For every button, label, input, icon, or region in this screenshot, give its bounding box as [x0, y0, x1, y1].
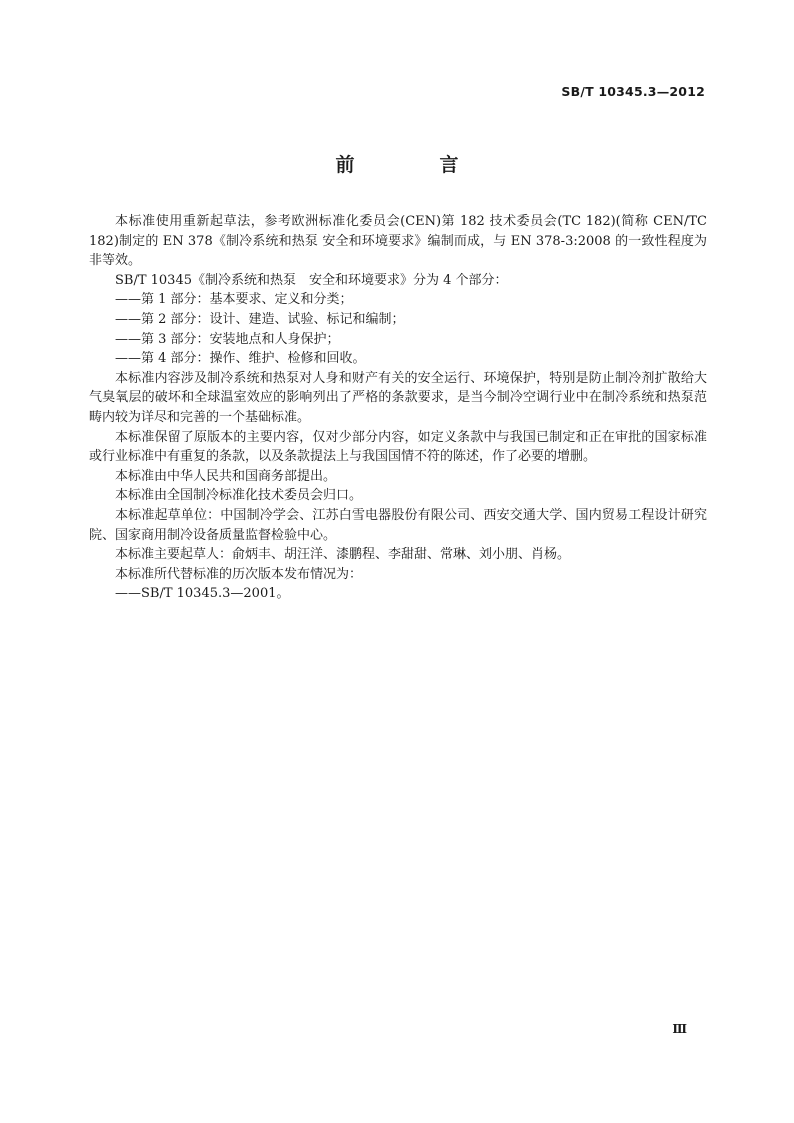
list-item: ——第 4 部分：操作、维护、检修和回收。: [115, 351, 366, 367]
paragraph: 本标准起草单位：中国制冷学会、江苏白雪电器股份有限公司、西安交通大学、国内贸易工程设计研究院、国家商用制冷设备质量监督检验中心。: [89, 507, 707, 543]
paragraph: 本标准主要起草人：俞炳丰、胡汪洋、漆鹏程、李甜甜、常琳、刘小朋、肖杨。: [115, 547, 571, 563]
paragraph: 本标准由全国制冷标准化技术委员会归口。: [115, 488, 363, 504]
standard-code: SB/T 10345.3—2012: [561, 84, 705, 99]
paragraph: 本标准使用重新起草法，参考欧洲标准化委员会(CEN)第 182 技术委员会(TC 182)(简称 CEN/TC 182)制定的 EN 378《制冷系统和热泵 安全和环境要求》编制而成，与 EN 378-3:2008 的一致性程度为非等效。: [89, 214, 707, 269]
paragraph: 本标准内容涉及制冷系统和热泵对人身和财产有关的安全运行、环境保护，特别是防止制冷剂扩散给大气臭氧层的破坏和全球温室效应的影响列出了严格的条款要求，是当今制冷空调行业中在制冷系统和热泵范畴内较为详尽和完善的一个基础标准。: [89, 370, 707, 425]
paragraph: 本标准所代替标准的历次版本发布情况为：: [115, 566, 363, 582]
paragraph: 本标准保留了原版本的主要内容，仅对少部分内容，如定义条款中与我国已制定和正在审批的国家标准或行业标准中有重复的条款，以及条款提法上与我国国情不符的陈述，作了必要的增删。: [89, 429, 707, 465]
list-item: ——SB/T 10345.3—2001。: [115, 586, 290, 602]
paragraph: 本标准由中华人民共和国商务部提出。: [115, 468, 337, 484]
list-item: ——第 3 部分：安装地点和人身保护；: [115, 331, 340, 347]
page-number: Ⅲ: [672, 1022, 687, 1036]
list-item: ——第 1 部分：基本要求、定义和分类；: [115, 292, 353, 308]
foreword-body: [89, 212, 707, 604]
paragraph: SB/T 10345《制冷系统和热泵 安全和环境要求》分为 4 个部分：: [115, 272, 508, 288]
list-item: ——第 2 部分：设计、建造、试验、标记和编制；: [115, 311, 405, 327]
page-title: 前 言: [335, 154, 492, 176]
